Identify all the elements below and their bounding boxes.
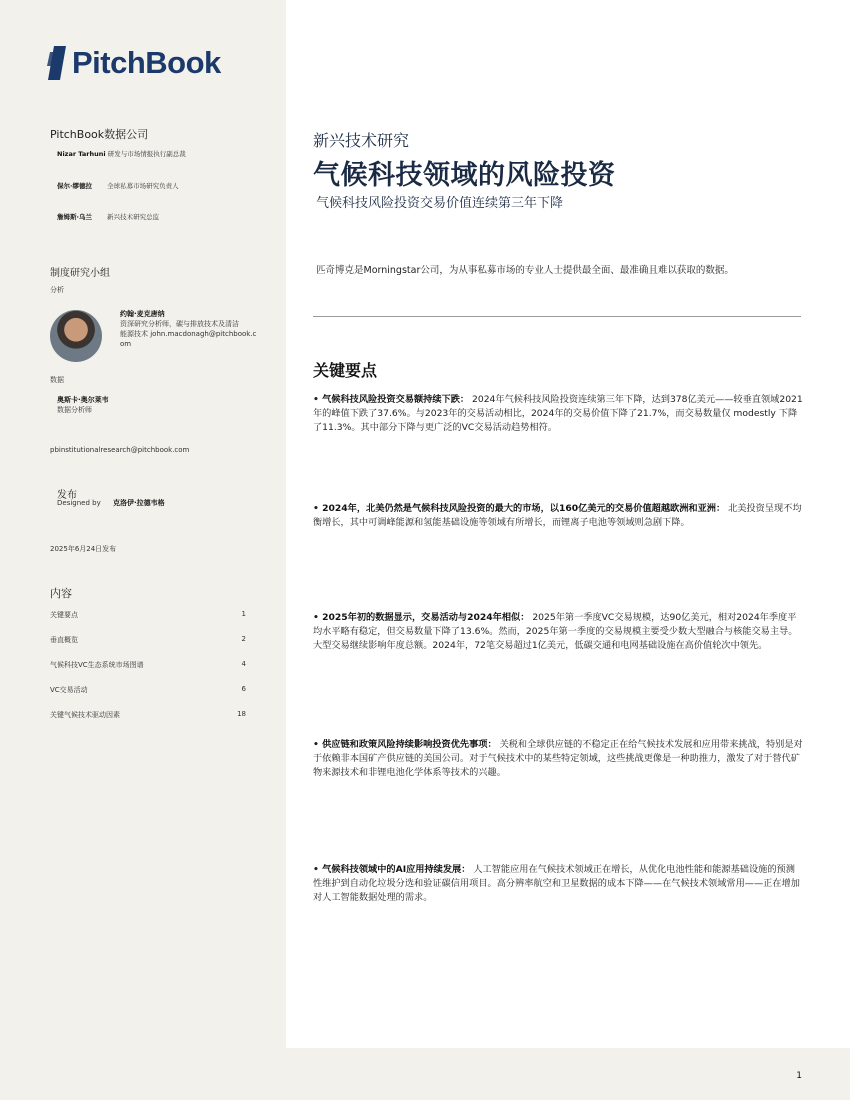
research-team-title: 制度研究小组: [50, 268, 110, 279]
toc-item-label[interactable]: 关键要点: [50, 611, 78, 619]
key-point-lead: 2025年初的数据显示，交易活动与2024年相似：: [322, 612, 530, 623]
toc-title: 内容: [50, 587, 72, 600]
bullet: •: [313, 612, 323, 623]
analyst-info: [120, 309, 260, 349]
key-point-body: 人工智能应用在气候技术领域正在增长，从优化电池性能和能源基础设施的预测性维护到自动化垃圾分选和验证碳信用项目。高分辨率航空和卫星数据的成本下降——在气候技术领域常用——正在增加对人工智能数据处理的需求。: [313, 864, 800, 903]
key-point-body: 关税和全球供应链的不稳定正在给气候技术发展和应用带来挑战，特别是对于依赖非本国矿产供应链的美国公司。对于气候技术中的某些特定领域，这些挑战更像是一种助推力，激发了对于替代矿物来源技术和非锂电池化学体系等技术的兴趣。: [313, 739, 803, 778]
data-label: 数据: [50, 376, 64, 384]
toc-item-label[interactable]: 垂直概览: [50, 636, 78, 644]
person-role: 新兴技术研究总监: [107, 213, 160, 221]
toc-item-page: 6: [241, 685, 246, 693]
bullet: •: [313, 394, 323, 405]
toc-item-label[interactable]: VC交易活动: [50, 686, 88, 694]
data-person: [57, 395, 109, 415]
person-row: [57, 149, 186, 158]
logo-text: PitchBook: [72, 45, 221, 80]
eyebrow-heading: 新兴技术研究: [313, 131, 410, 150]
person-name: 詹姆斯·乌兰: [57, 213, 92, 221]
toc-item[interactable]: [50, 635, 246, 645]
toc-item-label[interactable]: 气候科技VC生态系统市场图谱: [50, 661, 144, 669]
bullet: •: [313, 864, 323, 875]
key-point-body: 2025年第一季度VC交易规模，达90亿美元，相对2024年季度平均水平略有稳定，但交易数量下降了13.6%。然而，2025年第一季度的交易规模主要受少数大型融合与核能交易主导。大型交易继续影响年度总额。2024年，72笔交易超过1亿美元，低碳交通和电网基础设施在高价值轮次中领先。: [313, 612, 798, 651]
toc-item-page: 2: [241, 635, 246, 643]
contact-email[interactable]: pbinstitutionalresearch@pitchbook.com: [50, 446, 190, 454]
org-title: PitchBook数据公司: [50, 128, 149, 141]
pitchbook-logo: [44, 44, 221, 82]
key-point: [313, 393, 803, 435]
toc-item[interactable]: [50, 660, 246, 670]
footer-band: [0, 1048, 850, 1100]
publish-title: 发布: [57, 490, 77, 501]
person-role: 全球私募市场研究负责人: [107, 182, 179, 190]
analyst-role-line[interactable]: om: [120, 340, 132, 348]
data-person-name: 奥斯卡·奥尔莱韦: [57, 396, 109, 404]
intro-text: 匹奇博克是Morningstar公司，为从事私募市场的专业人士提供最全面、最准确且难以获取的数据。: [316, 265, 734, 276]
page-title: 气候科技领域的风险投资: [313, 160, 616, 191]
analyst-role-line: 资深研究分析师，碳与排放技术及清洁: [120, 320, 239, 328]
key-point-lead: 气候科技领域中的AI应用持续发展：: [322, 864, 471, 875]
key-point: [313, 611, 803, 653]
person-role: 研发与市场情报执行副总裁: [107, 150, 186, 158]
key-point-body: 2024年气候科技风险投资连续第三年下降，达到378亿美元——较垂直领域2021年的峰值下跌了37.6%。与2023年的交易活动相比，2024年的交易价值下降了21.7%，而交易数量仅 modestly 下降了11.3%。其中部分下降与更广泛的VC交易活动趋势相符。: [313, 394, 803, 433]
person-name: 保尔·缪德拉: [57, 182, 92, 190]
divider: [313, 316, 801, 317]
page-subtitle: 气候科技风险投资交易价值连续第三年下降: [316, 196, 564, 211]
analyst-role-line[interactable]: 能源技术 john.macdonagh@pitchbook.c: [120, 330, 257, 338]
person-row: [57, 181, 179, 190]
key-point: [313, 738, 803, 780]
key-point-lead: 2024年，北美仍然是气候科技风险投资的最大的市场，以160亿美元的交易价值超越欧洲和亚洲：: [322, 503, 726, 514]
toc-item-label[interactable]: 关键气候技术驱动因素: [50, 711, 120, 719]
analyst-photo: [50, 310, 102, 362]
analyst-name: 约翰·麦克唐纳: [120, 310, 165, 318]
designed-by: [57, 498, 165, 508]
key-point-body: 北美投资呈现不均衡增长，其中可调峰能源和氢能基础设施等领域有所增长，而锂离子电池等领域则急剧下降。: [313, 503, 802, 528]
person-row: [57, 212, 159, 221]
bullet: •: [313, 739, 323, 750]
toc-item[interactable]: [50, 685, 246, 695]
person-name: Nizar Tarhuni: [57, 150, 106, 158]
designed-by-label: Designed by: [57, 499, 101, 507]
toc-item-page: 18: [237, 710, 246, 718]
data-person-role: 数据分析师: [57, 406, 92, 414]
bullet: •: [313, 503, 323, 514]
pitchbook-logo-icon: [44, 44, 68, 82]
key-point: [313, 863, 803, 905]
toc-item-page: 4: [241, 660, 246, 668]
toc-item[interactable]: [50, 610, 246, 620]
page-number: 1: [796, 1071, 802, 1081]
key-point: [313, 502, 803, 530]
analysis-label: 分析: [50, 286, 64, 294]
key-point-lead: 供应链和政策风险持续影响投资优先事项：: [322, 739, 497, 750]
publish-date: 2025年6月24日发布: [50, 545, 117, 553]
toc-item[interactable]: [50, 710, 246, 720]
key-points-heading: 关键要点: [313, 361, 378, 380]
toc-item-page: 1: [241, 610, 246, 618]
key-point-lead: 气候科技风险投资交易额持续下跌：: [322, 394, 470, 405]
designer-name: 克洛伊·拉德韦格: [112, 499, 165, 507]
